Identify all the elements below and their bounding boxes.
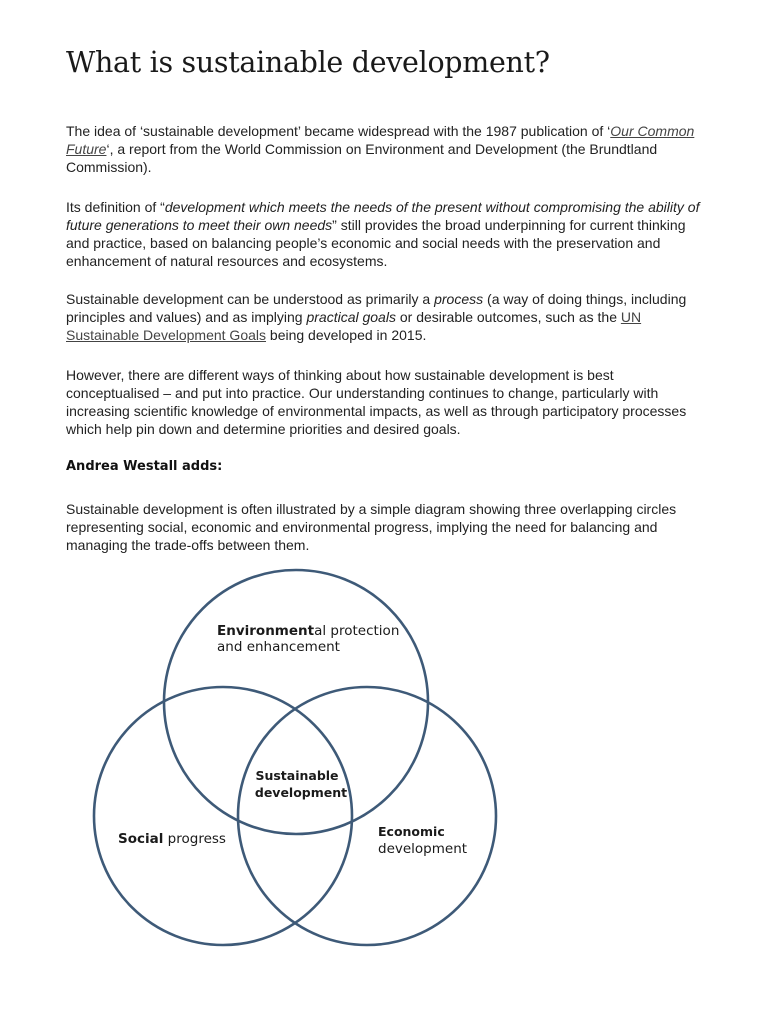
p3-emphasis-goals: practical goals [306, 309, 396, 325]
p1-text-before: The idea of ‘sustainable development’ became widespread with the 1987 publication of ‘ [66, 123, 611, 139]
p3-text-4: being developed in 2015. [266, 327, 427, 343]
venn-diagram [0, 560, 768, 960]
paragraph-intro [66, 122, 706, 176]
our-common-future-link[interactable]: Our Common Future [66, 123, 695, 157]
p2-text-before: Its definition of “ [66, 199, 165, 215]
environmental-label-line2: and enhancement [217, 639, 340, 655]
social-label-rest: progress [163, 831, 226, 847]
environmental-label-rest: al protection [314, 623, 400, 639]
p2-text-after: ” still provides the broad underpinning for current thinking and practice, based on balancing people’s economic and social needs with the preservation and enhancement of natural resources and ecosystems. [66, 217, 686, 269]
paragraph-definition [66, 198, 706, 270]
paragraph-diagram-intro: Sustainable development is often illustrated by a simple diagram showing three overlapping circles representing social, economic and environmental progress, implying the need for balancing and managing the trade-offs between them. [66, 501, 677, 553]
social-label-bold: Social [118, 831, 164, 847]
definition-quote: development which meets the needs of the present without compromising the ability of future generations to meet their own needs [66, 199, 700, 233]
paragraph-ways-of-thinking: However, there are different ways of thinking about how sustainable development is best conceptualised – and put into practice. Our understanding continues to change, particularly with increasing scientific knowledge of environmental impacts, as well as through participatory processes which help pin down and determine priorities and desired goals. [66, 367, 687, 437]
subheading-andrea-westall: Andrea Westall adds: [66, 459, 223, 474]
center-label-line2: development [254, 785, 348, 800]
paragraph-process [66, 290, 706, 344]
p3-text-3: or desirable outcomes, such as the [395, 309, 621, 325]
social-circle [94, 687, 352, 945]
p3-text-1: Sustainable development can be understood as primarily a [66, 291, 435, 307]
economic-label-line2: development [378, 841, 468, 857]
center-label-line1: Sustainable [255, 768, 339, 783]
page-title: What is sustainable development? [66, 46, 550, 79]
p3-text-2: (a way of doing things, including principles and values) and as implying [66, 291, 687, 325]
un-sdg-link[interactable]: UN Sustainable Development Goals [66, 309, 642, 343]
environmental-label-bold: Environment [217, 623, 315, 639]
economic-circle [238, 687, 496, 945]
social-label [118, 831, 226, 847]
p1-text-after: ‘, a report from the World Commission on Environment and Development (the Brundtland Commission). [66, 141, 658, 175]
economic-label-line1: Economic [378, 824, 445, 839]
p3-emphasis-process: process [434, 291, 484, 307]
environmental-label-line1 [217, 623, 399, 639]
